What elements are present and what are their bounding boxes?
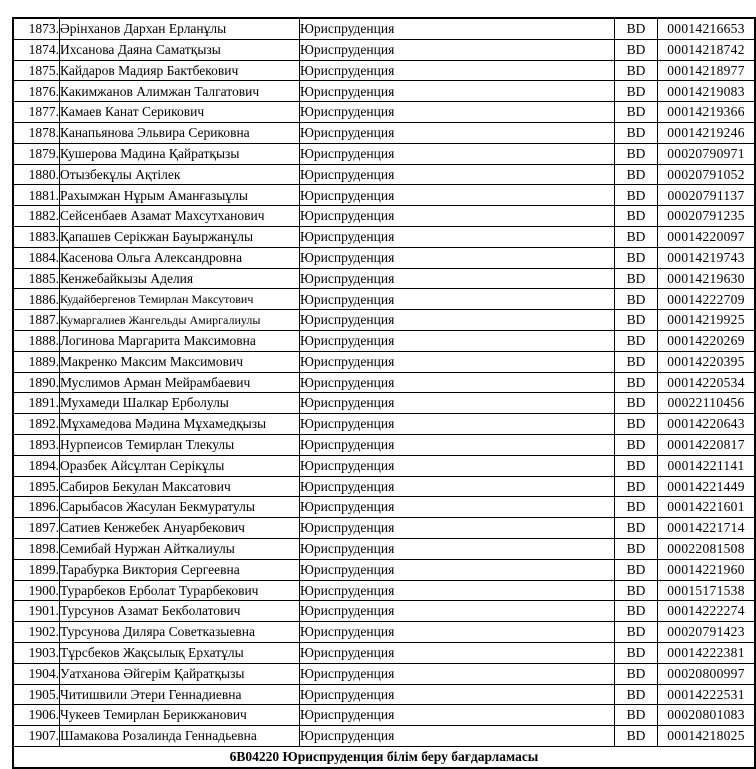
student-name-cell: Қапашев Серікжан Бауыржанұлы bbox=[60, 226, 300, 247]
table-row bbox=[13, 164, 755, 185]
row-number-cell: 1901. bbox=[13, 601, 60, 622]
degree-code-cell: BD bbox=[615, 60, 658, 81]
applicant-id-cell: 00020791052 bbox=[658, 164, 756, 185]
degree-code-cell: BD bbox=[615, 518, 658, 539]
student-name-cell: Сабиров Бекулан Максатович bbox=[60, 476, 300, 497]
program-cell: Юриспруденция bbox=[300, 414, 615, 435]
student-name-cell: Логинова Маргарита Максимовна bbox=[60, 330, 300, 351]
applicant-id-cell: 00014218025 bbox=[658, 726, 756, 747]
degree-code-cell: BD bbox=[615, 580, 658, 601]
program-cell: Юриспруденция bbox=[300, 559, 615, 580]
degree-code-cell: BD bbox=[615, 330, 658, 351]
row-number-cell: 1877. bbox=[13, 102, 60, 123]
program-cell: Юриспруденция bbox=[300, 642, 615, 663]
program-cell: Юриспруденция bbox=[300, 663, 615, 684]
program-cell: Юриспруденция bbox=[300, 310, 615, 331]
degree-code-cell: BD bbox=[615, 705, 658, 726]
student-name-cell: Оразбек Айсұлтан Серікұлы bbox=[60, 455, 300, 476]
row-number-cell: 1881. bbox=[13, 185, 60, 206]
program-cell: Юриспруденция bbox=[300, 601, 615, 622]
table-row bbox=[13, 434, 755, 455]
applicant-id-cell: 00014222531 bbox=[658, 684, 756, 705]
table-row bbox=[13, 39, 755, 60]
program-cell: Юриспруденция bbox=[300, 60, 615, 81]
program-cell: Юриспруденция bbox=[300, 351, 615, 372]
degree-code-cell: BD bbox=[615, 226, 658, 247]
degree-code-cell: BD bbox=[615, 39, 658, 60]
applicant-id-cell: 00014221141 bbox=[658, 455, 756, 476]
table-row bbox=[13, 622, 755, 643]
row-number-cell: 1875. bbox=[13, 60, 60, 81]
program-cell: Юриспруденция bbox=[300, 455, 615, 476]
student-name-cell: Какимжанов Алимжан Талгатович bbox=[60, 81, 300, 102]
program-cell: Юриспруденция bbox=[300, 81, 615, 102]
student-name-cell: Канапьянова Эльвира Сериковна bbox=[60, 122, 300, 143]
table-row bbox=[13, 102, 755, 123]
degree-code-cell: BD bbox=[615, 476, 658, 497]
degree-code-cell: BD bbox=[615, 622, 658, 643]
row-number-cell: 1885. bbox=[13, 268, 60, 289]
degree-code-cell: BD bbox=[615, 102, 658, 123]
program-cell: Юриспруденция bbox=[300, 206, 615, 227]
applicant-id-cell: 00020790971 bbox=[658, 143, 756, 164]
table-row bbox=[13, 414, 755, 435]
applicant-id-cell: 00014220817 bbox=[658, 434, 756, 455]
degree-code-cell: BD bbox=[615, 351, 658, 372]
row-number-cell: 1874. bbox=[13, 39, 60, 60]
student-name-cell: Әрінханов Дархан Ерланұлы bbox=[60, 18, 300, 39]
table-row bbox=[13, 247, 755, 268]
table-row bbox=[13, 289, 755, 310]
table-row bbox=[13, 642, 755, 663]
row-number-cell: 1896. bbox=[13, 497, 60, 518]
program-cell: Юриспруденция bbox=[300, 705, 615, 726]
row-number-cell: 1890. bbox=[13, 372, 60, 393]
row-number-cell: 1902. bbox=[13, 622, 60, 643]
student-name-cell: Чукеев Темирлан Берикжанович bbox=[60, 705, 300, 726]
student-name-cell: Шамакова Розалинда Геннадьевна bbox=[60, 726, 300, 747]
table-row bbox=[13, 185, 755, 206]
degree-code-cell: BD bbox=[615, 538, 658, 559]
applicant-id-cell: 00014222274 bbox=[658, 601, 756, 622]
student-name-cell: Нурпеисов Темирлан Тлекулы bbox=[60, 434, 300, 455]
student-name-cell: Камаев Канат Серикович bbox=[60, 102, 300, 123]
row-number-cell: 1876. bbox=[13, 81, 60, 102]
row-number-cell: 1903. bbox=[13, 642, 60, 663]
student-name-cell: Сарыбасов Жасулан Бекмуратулы bbox=[60, 497, 300, 518]
program-cell: Юриспруденция bbox=[300, 18, 615, 39]
degree-code-cell: BD bbox=[615, 122, 658, 143]
table-row bbox=[13, 497, 755, 518]
student-name-cell: Кудайбергенов Темирлан Максутович bbox=[60, 289, 300, 310]
degree-code-cell: BD bbox=[615, 642, 658, 663]
degree-code-cell: BD bbox=[615, 559, 658, 580]
program-cell: Юриспруденция bbox=[300, 247, 615, 268]
student-name-cell: Читишвили Этери Геннадиевна bbox=[60, 684, 300, 705]
program-cell: Юриспруденция bbox=[300, 434, 615, 455]
row-number-cell: 1892. bbox=[13, 414, 60, 435]
row-number-cell: 1887. bbox=[13, 310, 60, 331]
enrollment-list-page bbox=[12, 17, 748, 769]
applicant-id-cell: 00014218977 bbox=[658, 60, 756, 81]
degree-code-cell: BD bbox=[615, 393, 658, 414]
program-cell: Юриспруденция bbox=[300, 143, 615, 164]
degree-code-cell: BD bbox=[615, 268, 658, 289]
applicant-id-cell: 00014222381 bbox=[658, 642, 756, 663]
degree-code-cell: BD bbox=[615, 414, 658, 435]
applicant-id-cell: 00014221449 bbox=[658, 476, 756, 497]
program-cell: Юриспруденция bbox=[300, 393, 615, 414]
student-name-cell: Семибай Нуржан Айткалиулы bbox=[60, 538, 300, 559]
row-number-cell: 1891. bbox=[13, 393, 60, 414]
table-row bbox=[13, 372, 755, 393]
program-cell: Юриспруденция bbox=[300, 684, 615, 705]
table-row bbox=[13, 143, 755, 164]
table-row bbox=[13, 351, 755, 372]
program-cell: Юриспруденция bbox=[300, 185, 615, 206]
table-row bbox=[13, 684, 755, 705]
table-row bbox=[13, 455, 755, 476]
program-cell: Юриспруденция bbox=[300, 289, 615, 310]
degree-code-cell: BD bbox=[615, 310, 658, 331]
student-name-cell: Ихсанова Даяна Саматқызы bbox=[60, 39, 300, 60]
table-row bbox=[13, 268, 755, 289]
applicant-id-cell: 00022110456 bbox=[658, 393, 756, 414]
student-name-cell: Кушерова Мадина Қайратқызы bbox=[60, 143, 300, 164]
program-cell: Юриспруденция bbox=[300, 102, 615, 123]
student-name-cell: Отызбекұлы Ақтілек bbox=[60, 164, 300, 185]
table-row bbox=[13, 393, 755, 414]
row-number-cell: 1883. bbox=[13, 226, 60, 247]
program-cell: Юриспруденция bbox=[300, 726, 615, 747]
degree-code-cell: BD bbox=[615, 289, 658, 310]
applicant-id-cell: 00014220534 bbox=[658, 372, 756, 393]
row-number-cell: 1889. bbox=[13, 351, 60, 372]
degree-code-cell: BD bbox=[615, 143, 658, 164]
table-row bbox=[13, 310, 755, 331]
table-row bbox=[13, 538, 755, 559]
student-name-cell: Уатханова Әйгерім Қайратқызы bbox=[60, 663, 300, 684]
row-number-cell: 1894. bbox=[13, 455, 60, 476]
degree-code-cell: BD bbox=[615, 601, 658, 622]
program-cell: Юриспруденция bbox=[300, 39, 615, 60]
applicant-id-cell: 00020791235 bbox=[658, 206, 756, 227]
row-number-cell: 1878. bbox=[13, 122, 60, 143]
applicant-id-cell: 00014220395 bbox=[658, 351, 756, 372]
applicant-id-cell: 00014222709 bbox=[658, 289, 756, 310]
row-number-cell: 1886. bbox=[13, 289, 60, 310]
table-row bbox=[13, 81, 755, 102]
degree-code-cell: BD bbox=[615, 455, 658, 476]
applicant-id-cell: 00014219743 bbox=[658, 247, 756, 268]
degree-code-cell: BD bbox=[615, 497, 658, 518]
table-row bbox=[13, 60, 755, 81]
applicant-id-cell: 00014219366 bbox=[658, 102, 756, 123]
program-cell: Юриспруденция bbox=[300, 226, 615, 247]
applicant-id-cell: 00014219630 bbox=[658, 268, 756, 289]
roster-table-body bbox=[13, 18, 755, 768]
degree-code-cell: BD bbox=[615, 372, 658, 393]
program-cell: Юриспруденция bbox=[300, 164, 615, 185]
applicant-id-cell: 00020801083 bbox=[658, 705, 756, 726]
applicant-id-cell: 00014216653 bbox=[658, 18, 756, 39]
applicant-id-cell: 00015171538 bbox=[658, 580, 756, 601]
program-cell: Юриспруденция bbox=[300, 476, 615, 497]
enrollment-table bbox=[12, 17, 756, 769]
degree-code-cell: BD bbox=[615, 164, 658, 185]
row-number-cell: 1895. bbox=[13, 476, 60, 497]
applicant-id-cell: 00014220269 bbox=[658, 330, 756, 351]
applicant-id-cell: 00014221601 bbox=[658, 497, 756, 518]
degree-code-cell: BD bbox=[615, 434, 658, 455]
row-number-cell: 1905. bbox=[13, 684, 60, 705]
table-row bbox=[13, 206, 755, 227]
applicant-id-cell: 00014220643 bbox=[658, 414, 756, 435]
program-cell: Юриспруденция bbox=[300, 622, 615, 643]
student-name-cell: Муслимов Арман Мейрамбаевич bbox=[60, 372, 300, 393]
table-row bbox=[13, 601, 755, 622]
degree-code-cell: BD bbox=[615, 206, 658, 227]
applicant-id-cell: 00014221960 bbox=[658, 559, 756, 580]
applicant-id-cell: 00014218742 bbox=[658, 39, 756, 60]
student-name-cell: Тұрсбеков Жақсылық Ерхатұлы bbox=[60, 642, 300, 663]
program-cell: Юриспруденция bbox=[300, 122, 615, 143]
applicant-id-cell: 00014219246 bbox=[658, 122, 756, 143]
student-name-cell: Турсунова Диляра Советказыевна bbox=[60, 622, 300, 643]
table-row bbox=[13, 18, 755, 39]
program-cell: Юриспруденция bbox=[300, 268, 615, 289]
degree-code-cell: BD bbox=[615, 185, 658, 206]
applicant-id-cell: 00014219083 bbox=[658, 81, 756, 102]
row-number-cell: 1898. bbox=[13, 538, 60, 559]
applicant-id-cell: 00020800997 bbox=[658, 663, 756, 684]
student-name-cell: Кумаргалиев Жангельды Амиргалиулы bbox=[60, 310, 300, 331]
program-cell: Юриспруденция bbox=[300, 372, 615, 393]
program-cell: Юриспруденция bbox=[300, 518, 615, 539]
student-name-cell: Мухамеди Шалкар Ерболулы bbox=[60, 393, 300, 414]
row-number-cell: 1893. bbox=[13, 434, 60, 455]
degree-code-cell: BD bbox=[615, 663, 658, 684]
degree-code-cell: BD bbox=[615, 684, 658, 705]
degree-code-cell: BD bbox=[615, 247, 658, 268]
student-name-cell: Сейсенбаев Азамат Махсутханович bbox=[60, 206, 300, 227]
row-number-cell: 1884. bbox=[13, 247, 60, 268]
row-number-cell: 1880. bbox=[13, 164, 60, 185]
row-number-cell: 1904. bbox=[13, 663, 60, 684]
row-number-cell: 1897. bbox=[13, 518, 60, 539]
student-name-cell: Турарбеков Ерболат Турарбекович bbox=[60, 580, 300, 601]
degree-code-cell: BD bbox=[615, 81, 658, 102]
student-name-cell: Тарабурка Виктория Сергеевна bbox=[60, 559, 300, 580]
table-row bbox=[13, 663, 755, 684]
program-cell: Юриспруденция bbox=[300, 538, 615, 559]
program-cell: Юриспруденция bbox=[300, 330, 615, 351]
row-number-cell: 1906. bbox=[13, 705, 60, 726]
student-name-cell: Рахымжан Нұрым Аманғазыұлы bbox=[60, 185, 300, 206]
student-name-cell: Касенова Ольга Александровна bbox=[60, 247, 300, 268]
degree-code-cell: BD bbox=[615, 726, 658, 747]
row-number-cell: 1882. bbox=[13, 206, 60, 227]
program-footer-title: 6В04220 Юриспруденция білім беру бағдарламасы bbox=[13, 746, 755, 767]
table-row bbox=[13, 476, 755, 497]
applicant-id-cell: 00014220097 bbox=[658, 226, 756, 247]
row-number-cell: 1873. bbox=[13, 18, 60, 39]
table-row bbox=[13, 580, 755, 601]
table-row bbox=[13, 518, 755, 539]
applicant-id-cell: 00020791137 bbox=[658, 185, 756, 206]
table-row bbox=[13, 226, 755, 247]
program-cell: Юриспруденция bbox=[300, 580, 615, 601]
program-cell: Юриспруденция bbox=[300, 497, 615, 518]
applicant-id-cell: 00020791423 bbox=[658, 622, 756, 643]
applicant-id-cell: 00014221714 bbox=[658, 518, 756, 539]
row-number-cell: 1888. bbox=[13, 330, 60, 351]
applicant-id-cell: 00014219925 bbox=[658, 310, 756, 331]
table-row bbox=[13, 122, 755, 143]
student-name-cell: Кенжебайкызы Аделия bbox=[60, 268, 300, 289]
student-name-cell: Макренко Максим Максимович bbox=[60, 351, 300, 372]
degree-code-cell: BD bbox=[615, 18, 658, 39]
row-number-cell: 1899. bbox=[13, 559, 60, 580]
table-row bbox=[13, 705, 755, 726]
row-number-cell: 1907. bbox=[13, 726, 60, 747]
table-row bbox=[13, 726, 755, 747]
student-name-cell: Турсунов Азамат Бекболатович bbox=[60, 601, 300, 622]
row-number-cell: 1900. bbox=[13, 580, 60, 601]
table-row bbox=[13, 330, 755, 351]
student-name-cell: Сатиев Кенжебек Ануарбекович bbox=[60, 518, 300, 539]
row-number-cell: 1879. bbox=[13, 143, 60, 164]
student-name-cell: Кайдаров Мадияр Бактбекович bbox=[60, 60, 300, 81]
student-name-cell: Мұхамедова Мәдина Мұхамедқызы bbox=[60, 414, 300, 435]
table-row bbox=[13, 559, 755, 580]
applicant-id-cell: 00022081508 bbox=[658, 538, 756, 559]
